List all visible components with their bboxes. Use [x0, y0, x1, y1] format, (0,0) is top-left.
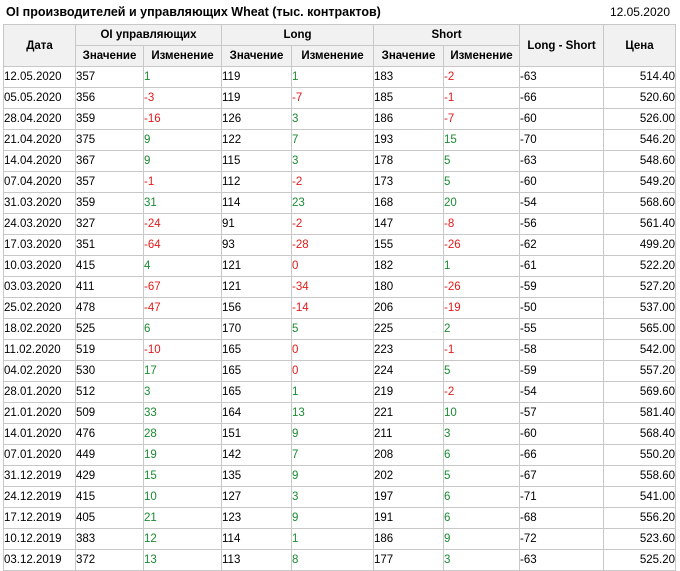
cell-short-change: 10: [444, 403, 520, 424]
cell-long-short: -55: [520, 319, 604, 340]
cell-long-value: 127: [222, 487, 292, 508]
cell-long-change: 3: [292, 487, 374, 508]
cell-long-change: 5: [292, 319, 374, 340]
cell-managers-change: 4: [144, 256, 222, 277]
oi-table: [3, 24, 676, 571]
cell-long-change: -14: [292, 298, 374, 319]
cell-price: 527.20: [604, 277, 676, 298]
table-row: [4, 67, 676, 88]
cell-long-value: 165: [222, 340, 292, 361]
table-row: [4, 466, 676, 487]
cell-managers-value: 351: [76, 235, 144, 256]
cell-date: 10.12.2019: [4, 529, 76, 550]
cell-date: 31.03.2020: [4, 193, 76, 214]
cell-date: 07.01.2020: [4, 445, 76, 466]
cell-managers-change: -47: [144, 298, 222, 319]
cell-short-change: 2: [444, 319, 520, 340]
cell-long-value: 151: [222, 424, 292, 445]
cell-short-change: -2: [444, 67, 520, 88]
cell-managers-change: 12: [144, 529, 222, 550]
cell-long-change: 13: [292, 403, 374, 424]
table-row: [4, 361, 676, 382]
cell-managers-value: 449: [76, 445, 144, 466]
cell-price: 556.20: [604, 508, 676, 529]
cell-short-value: 202: [374, 466, 444, 487]
col-header-long: Long: [222, 25, 374, 46]
cell-long-change: 1: [292, 67, 374, 88]
cell-long-value: 170: [222, 319, 292, 340]
cell-date: 03.03.2020: [4, 277, 76, 298]
cell-price: 561.40: [604, 214, 676, 235]
cell-short-change: 20: [444, 193, 520, 214]
cell-long-short: -59: [520, 361, 604, 382]
cell-short-change: 15: [444, 130, 520, 151]
cell-date: 28.01.2020: [4, 382, 76, 403]
table-row: [4, 256, 676, 277]
cell-short-change: 6: [444, 508, 520, 529]
cell-long-short: -72: [520, 529, 604, 550]
cell-price: 568.40: [604, 424, 676, 445]
cell-managers-change: 15: [144, 466, 222, 487]
cell-long-change: 1: [292, 382, 374, 403]
cell-short-change: 6: [444, 445, 520, 466]
cell-managers-change: -67: [144, 277, 222, 298]
cell-price: 541.00: [604, 487, 676, 508]
cell-managers-value: 429: [76, 466, 144, 487]
cell-long-change: -28: [292, 235, 374, 256]
cell-short-value: 206: [374, 298, 444, 319]
cell-long-short: -60: [520, 424, 604, 445]
table-row: [4, 193, 676, 214]
cell-short-value: 197: [374, 487, 444, 508]
cell-long-change: -34: [292, 277, 374, 298]
cell-price: 569.60: [604, 382, 676, 403]
cell-managers-value: 367: [76, 151, 144, 172]
cell-price: 557.20: [604, 361, 676, 382]
cell-date: 21.04.2020: [4, 130, 76, 151]
cell-long-change: 23: [292, 193, 374, 214]
cell-short-value: 182: [374, 256, 444, 277]
cell-price: 550.20: [604, 445, 676, 466]
cell-long-change: -2: [292, 214, 374, 235]
cell-short-value: 185: [374, 88, 444, 109]
cell-date: 03.12.2019: [4, 550, 76, 571]
cell-long-short: -60: [520, 172, 604, 193]
cell-long-change: 7: [292, 130, 374, 151]
table-row: [4, 529, 676, 550]
cell-long-change: -2: [292, 172, 374, 193]
cell-price: 520.60: [604, 88, 676, 109]
cell-long-change: 9: [292, 466, 374, 487]
cell-long-value: 142: [222, 445, 292, 466]
cell-long-short: -66: [520, 88, 604, 109]
cell-price: 542.00: [604, 340, 676, 361]
col-header-short-value: Значение: [374, 46, 444, 67]
table-row: [4, 130, 676, 151]
cell-managers-value: 356: [76, 88, 144, 109]
cell-date: 10.03.2020: [4, 256, 76, 277]
table-row: [4, 424, 676, 445]
col-header-price: Цена: [604, 25, 676, 67]
cell-long-change: 0: [292, 256, 374, 277]
cell-short-value: 186: [374, 529, 444, 550]
cell-long-short: -58: [520, 340, 604, 361]
table-row: [4, 487, 676, 508]
report-date: 12.05.2020: [609, 5, 670, 19]
cell-short-change: -7: [444, 109, 520, 130]
cell-long-change: 8: [292, 550, 374, 571]
cell-long-short: -63: [520, 550, 604, 571]
cell-managers-change: 21: [144, 508, 222, 529]
cell-date: 18.02.2020: [4, 319, 76, 340]
cell-long-short: -54: [520, 382, 604, 403]
cell-managers-value: 327: [76, 214, 144, 235]
cell-long-change: 3: [292, 109, 374, 130]
table-row: [4, 382, 676, 403]
cell-price: 581.40: [604, 403, 676, 424]
cell-long-short: -59: [520, 277, 604, 298]
cell-long-change: -7: [292, 88, 374, 109]
cell-date: 17.12.2019: [4, 508, 76, 529]
cell-short-change: -2: [444, 382, 520, 403]
cell-long-short: -67: [520, 466, 604, 487]
cell-managers-change: 19: [144, 445, 222, 466]
cell-short-change: -1: [444, 88, 520, 109]
col-header-managers: OI управляющих: [76, 25, 222, 46]
cell-long-value: 121: [222, 256, 292, 277]
cell-managers-value: 478: [76, 298, 144, 319]
cell-short-change: -19: [444, 298, 520, 319]
table-head: [4, 25, 676, 67]
cell-long-change: 9: [292, 508, 374, 529]
col-header-short: Short: [374, 25, 520, 46]
table-row: [4, 109, 676, 130]
cell-short-value: 180: [374, 277, 444, 298]
table-group-header-row: [4, 25, 676, 46]
cell-date: 31.12.2019: [4, 466, 76, 487]
cell-short-change: -26: [444, 235, 520, 256]
cell-long-change: 0: [292, 340, 374, 361]
cell-long-change: 1: [292, 529, 374, 550]
cell-short-value: 208: [374, 445, 444, 466]
cell-short-value: 178: [374, 151, 444, 172]
cell-long-value: 114: [222, 529, 292, 550]
cell-managers-change: 31: [144, 193, 222, 214]
cell-short-change: 3: [444, 550, 520, 571]
cell-long-value: 164: [222, 403, 292, 424]
cell-managers-change: 28: [144, 424, 222, 445]
cell-short-value: 168: [374, 193, 444, 214]
cell-price: 499.20: [604, 235, 676, 256]
cell-long-value: 119: [222, 67, 292, 88]
cell-managers-change: -1: [144, 172, 222, 193]
cell-short-change: -26: [444, 277, 520, 298]
cell-short-change: 5: [444, 172, 520, 193]
cell-managers-change: -24: [144, 214, 222, 235]
cell-long-value: 135: [222, 466, 292, 487]
cell-long-value: 93: [222, 235, 292, 256]
cell-long-value: 91: [222, 214, 292, 235]
cell-short-value: 186: [374, 109, 444, 130]
cell-short-change: 5: [444, 466, 520, 487]
cell-price: 525.20: [604, 550, 676, 571]
cell-managers-value: 415: [76, 256, 144, 277]
cell-long-short: -68: [520, 508, 604, 529]
cell-managers-value: 372: [76, 550, 144, 571]
cell-short-change: 1: [444, 256, 520, 277]
cell-long-value: 156: [222, 298, 292, 319]
cell-long-short: -54: [520, 193, 604, 214]
cell-short-value: 193: [374, 130, 444, 151]
cell-price: 514.40: [604, 67, 676, 88]
cell-date: 14.01.2020: [4, 424, 76, 445]
cell-short-change: 9: [444, 529, 520, 550]
table-row: [4, 151, 676, 172]
cell-managers-change: -16: [144, 109, 222, 130]
cell-short-value: 183: [374, 67, 444, 88]
cell-short-change: -8: [444, 214, 520, 235]
col-header-managers-change: Изменение: [144, 46, 222, 67]
table-body: [4, 67, 676, 571]
cell-managers-change: 9: [144, 130, 222, 151]
col-header-long-value: Значение: [222, 46, 292, 67]
cell-short-value: 211: [374, 424, 444, 445]
cell-short-change: 3: [444, 424, 520, 445]
cell-long-change: 0: [292, 361, 374, 382]
table-row: [4, 319, 676, 340]
col-header-short-change: Изменение: [444, 46, 520, 67]
cell-long-short: -63: [520, 67, 604, 88]
cell-price: 522.20: [604, 256, 676, 277]
cell-short-value: 155: [374, 235, 444, 256]
table-row: [4, 298, 676, 319]
cell-short-change: 5: [444, 151, 520, 172]
cell-managers-value: 509: [76, 403, 144, 424]
cell-date: 05.05.2020: [4, 88, 76, 109]
cell-long-change: 7: [292, 445, 374, 466]
cell-managers-value: 519: [76, 340, 144, 361]
cell-managers-value: 359: [76, 193, 144, 214]
cell-long-change: 9: [292, 424, 374, 445]
cell-long-short: -62: [520, 235, 604, 256]
cell-managers-value: 375: [76, 130, 144, 151]
cell-long-value: 112: [222, 172, 292, 193]
cell-managers-value: 411: [76, 277, 144, 298]
cell-long-short: -70: [520, 130, 604, 151]
cell-short-value: 177: [374, 550, 444, 571]
cell-long-short: -50: [520, 298, 604, 319]
cell-price: 548.60: [604, 151, 676, 172]
cell-managers-value: 405: [76, 508, 144, 529]
cell-price: 523.60: [604, 529, 676, 550]
cell-date: 24.03.2020: [4, 214, 76, 235]
table-row: [4, 214, 676, 235]
cell-managers-value: 415: [76, 487, 144, 508]
cell-date: 25.02.2020: [4, 298, 76, 319]
cell-managers-change: -64: [144, 235, 222, 256]
cell-long-value: 165: [222, 361, 292, 382]
cell-managers-change: 1: [144, 67, 222, 88]
page-title: OI производителей и управляющих Wheat (тыс. контрактов): [6, 5, 381, 19]
cell-managers-change: -3: [144, 88, 222, 109]
cell-managers-change: 3: [144, 382, 222, 403]
cell-price: 537.00: [604, 298, 676, 319]
cell-price: 526.00: [604, 109, 676, 130]
cell-long-value: 121: [222, 277, 292, 298]
cell-managers-value: 530: [76, 361, 144, 382]
cell-managers-value: 525: [76, 319, 144, 340]
cell-short-value: 224: [374, 361, 444, 382]
cell-long-short: -71: [520, 487, 604, 508]
page-header: [0, 0, 680, 24]
cell-date: 21.01.2020: [4, 403, 76, 424]
cell-short-value: 191: [374, 508, 444, 529]
cell-date: 07.04.2020: [4, 172, 76, 193]
table-row: [4, 277, 676, 298]
col-header-managers-value: Значение: [76, 46, 144, 67]
cell-long-value: 165: [222, 382, 292, 403]
cell-date: 28.04.2020: [4, 109, 76, 130]
cell-managers-value: 359: [76, 109, 144, 130]
cell-long-short: -66: [520, 445, 604, 466]
cell-long-value: 126: [222, 109, 292, 130]
table-row: [4, 403, 676, 424]
cell-date: 17.03.2020: [4, 235, 76, 256]
cell-short-change: 5: [444, 361, 520, 382]
cell-managers-change: 10: [144, 487, 222, 508]
table-row: [4, 550, 676, 571]
cell-price: 546.20: [604, 130, 676, 151]
cell-long-value: 119: [222, 88, 292, 109]
cell-short-value: 225: [374, 319, 444, 340]
table-row: [4, 235, 676, 256]
table-row: [4, 88, 676, 109]
cell-long-short: -60: [520, 109, 604, 130]
cell-managers-change: 33: [144, 403, 222, 424]
cell-long-short: -57: [520, 403, 604, 424]
cell-short-value: 173: [374, 172, 444, 193]
cell-long-short: -56: [520, 214, 604, 235]
cell-managers-change: 6: [144, 319, 222, 340]
cell-long-change: 3: [292, 151, 374, 172]
cell-long-value: 115: [222, 151, 292, 172]
cell-short-value: 223: [374, 340, 444, 361]
cell-date: 14.04.2020: [4, 151, 76, 172]
cell-managers-change: 17: [144, 361, 222, 382]
col-header-long-change: Изменение: [292, 46, 374, 67]
cell-short-value: 221: [374, 403, 444, 424]
cell-short-value: 219: [374, 382, 444, 403]
cell-long-value: 113: [222, 550, 292, 571]
cell-long-short: -63: [520, 151, 604, 172]
cell-short-value: 147: [374, 214, 444, 235]
cell-managers-change: 9: [144, 151, 222, 172]
cell-managers-change: -10: [144, 340, 222, 361]
table-row: [4, 445, 676, 466]
cell-long-short: -61: [520, 256, 604, 277]
cell-managers-value: 357: [76, 67, 144, 88]
cell-managers-value: 357: [76, 172, 144, 193]
cell-date: 11.02.2020: [4, 340, 76, 361]
cell-short-change: 6: [444, 487, 520, 508]
cell-managers-change: 13: [144, 550, 222, 571]
col-header-long-short: Long - Short: [520, 25, 604, 67]
cell-date: 24.12.2019: [4, 487, 76, 508]
cell-date: 12.05.2020: [4, 67, 76, 88]
cell-price: 565.00: [604, 319, 676, 340]
table-row: [4, 340, 676, 361]
col-header-date: Дата: [4, 25, 76, 67]
cell-managers-value: 383: [76, 529, 144, 550]
table-row: [4, 172, 676, 193]
cell-long-value: 114: [222, 193, 292, 214]
cell-long-value: 122: [222, 130, 292, 151]
cell-price: 558.60: [604, 466, 676, 487]
cell-managers-value: 476: [76, 424, 144, 445]
cell-long-value: 123: [222, 508, 292, 529]
cell-managers-value: 512: [76, 382, 144, 403]
cell-date: 04.02.2020: [4, 361, 76, 382]
table-row: [4, 508, 676, 529]
cell-short-change: -1: [444, 340, 520, 361]
cell-price: 549.20: [604, 172, 676, 193]
cell-price: 568.60: [604, 193, 676, 214]
